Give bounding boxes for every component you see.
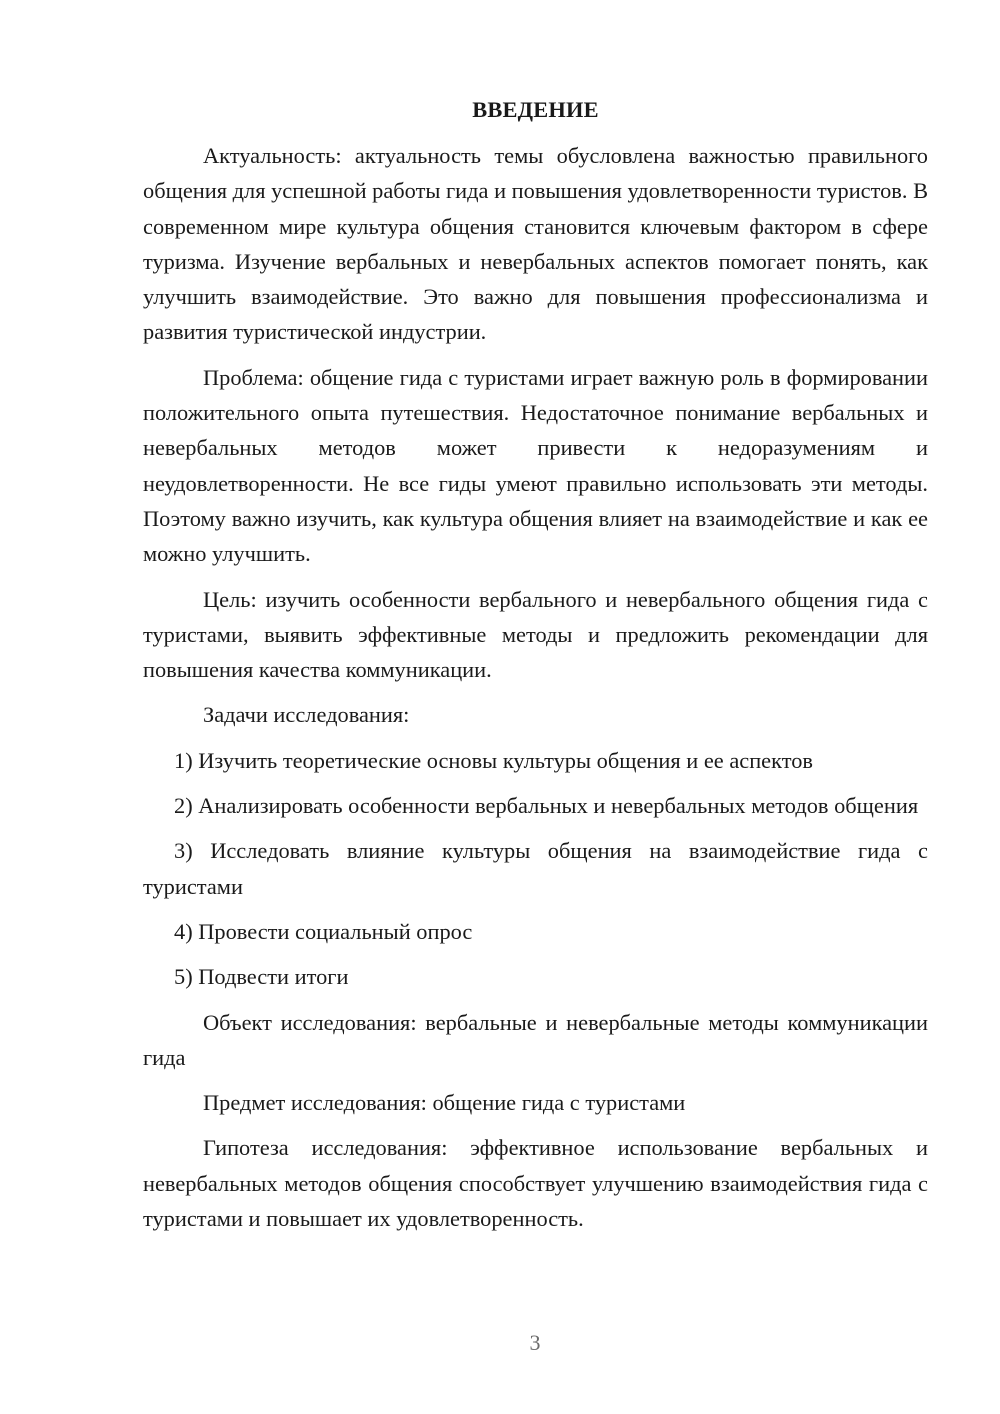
page-number: 3	[529, 1330, 541, 1355]
object-paragraph: Объект исследования: вербальные и невербальные методы коммуникации гида	[143, 1009, 928, 1070]
list-item: 1) Изучить теоретические основы культуры общения и ее аспектов	[174, 747, 813, 773]
subject-paragraph: Предмет исследования: общение гида с туристами	[203, 1090, 686, 1116]
document-page	[143, 92, 928, 1246]
hypothesis-paragraph: Гипотеза исследования: эффективное использование вербальных и невербальных методов общения способствует улучшению взаимодействия гида с туристами и повышает их удовлетворенность.	[143, 1135, 928, 1232]
list-item: 2) Анализировать особенности вербальных и невербальных методов общения	[174, 793, 919, 819]
list-item: 5) Подвести итоги	[174, 964, 349, 990]
list-item: 4) Провести социальный опрос	[174, 918, 473, 944]
relevance-paragraph: Актуальность: актуальность темы обусловлена важностью правильного общения для успешной работы гида и повышения удовлетворенности туристов. В современном мире культура общения становится ключевым фактором в сфере туризма. Изучение вербальных и невербальных аспектов помогает понять, как улучшить взаимодействие. Это важно для повышения профессионализма и развития туристической индустрии.	[143, 143, 929, 345]
tasks-heading: Задачи исследования:	[203, 702, 410, 728]
goal-paragraph: Цель: изучить особенности вербального и невербального общения гида с туристами, выявить эффективные методы и предложить рекомендации для повышения качества коммуникации.	[143, 586, 928, 683]
page-title: ВВЕДЕНИЕ	[472, 97, 599, 122]
tasks-list	[143, 743, 928, 995]
list-item: 3) Исследовать влияние культуры общения на взаимодействие гида с туристами	[143, 838, 928, 899]
problem-paragraph: Проблема: общение гида с туристами играет важную роль в формировании положительного опыта путешествия. Недостаточное понимание вербальных и невербальных методов может привести к недоразумениям и неудовлетворенности. Не все гиды умеют правильно использовать эти методы. Поэтому важно изучить, как культура общения влияет на взаимодействие и как ее можно улучшить.	[143, 364, 928, 567]
